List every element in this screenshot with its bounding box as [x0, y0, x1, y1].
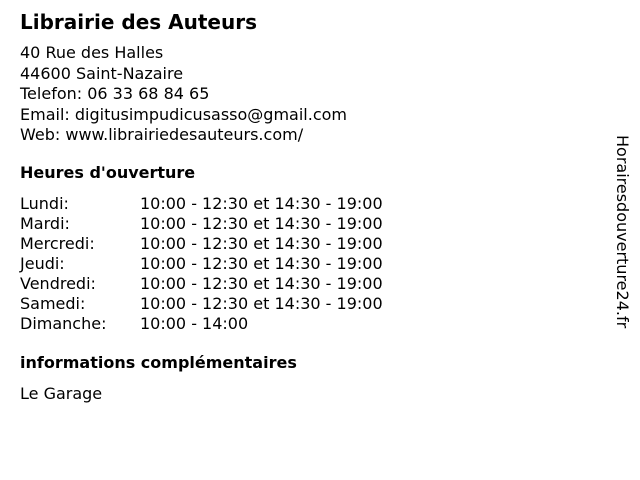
day-label: Jeudi: [20, 254, 65, 273]
site-watermark: Horairesdouverture24.fr [613, 135, 632, 329]
hours-row-friday [20, 274, 383, 294]
time-range: 10:00 - 12:30 et 14:30 - 19:00 [140, 234, 383, 253]
day-label: Vendredi: [20, 274, 96, 293]
day-label: Mardi: [20, 214, 70, 233]
email-address: Email: digitusimpudicusasso@gmail.com [20, 104, 347, 124]
hours-row-wednesday [20, 234, 383, 254]
additional-info-heading: informations complémentaires [20, 353, 297, 372]
opening-hours-list [20, 194, 383, 334]
hours-row-thursday [20, 254, 383, 274]
address-street: 40 Rue des Halles [20, 43, 164, 62]
day-label: Dimanche: [20, 314, 107, 333]
time-range: 10:00 - 12:30 et 14:30 - 19:00 [140, 254, 383, 273]
time-range: 10:00 - 12:30 et 14:30 - 19:00 [140, 274, 383, 293]
address-city: 44600 Saint-Nazaire [20, 63, 184, 83]
day-label: Lundi: [20, 194, 69, 213]
day-label: Mercredi: [20, 234, 95, 253]
time-range: 10:00 - 12:30 et 14:30 - 19:00 [140, 214, 383, 233]
website-url: Web: www.librairiedesauteurs.com/ [20, 125, 304, 144]
time-range: 10:00 - 12:30 et 14:30 - 19:00 [140, 294, 383, 313]
hours-row-tuesday [20, 214, 383, 234]
contact-block [20, 43, 347, 146]
time-range: 10:00 - 12:30 et 14:30 - 19:00 [140, 194, 383, 213]
opening-hours-heading: Heures d'ouverture [20, 163, 196, 182]
business-name: Librairie des Auteurs [20, 10, 257, 34]
hours-row-monday [20, 194, 383, 214]
time-range: 10:00 - 14:00 [140, 314, 249, 333]
phone-number: Telefon: 06 33 68 84 65 [20, 84, 210, 103]
additional-info-text: Le Garage [20, 384, 103, 403]
hours-row-saturday [20, 294, 383, 314]
day-label: Samedi: [20, 294, 86, 313]
hours-row-sunday [20, 314, 383, 334]
